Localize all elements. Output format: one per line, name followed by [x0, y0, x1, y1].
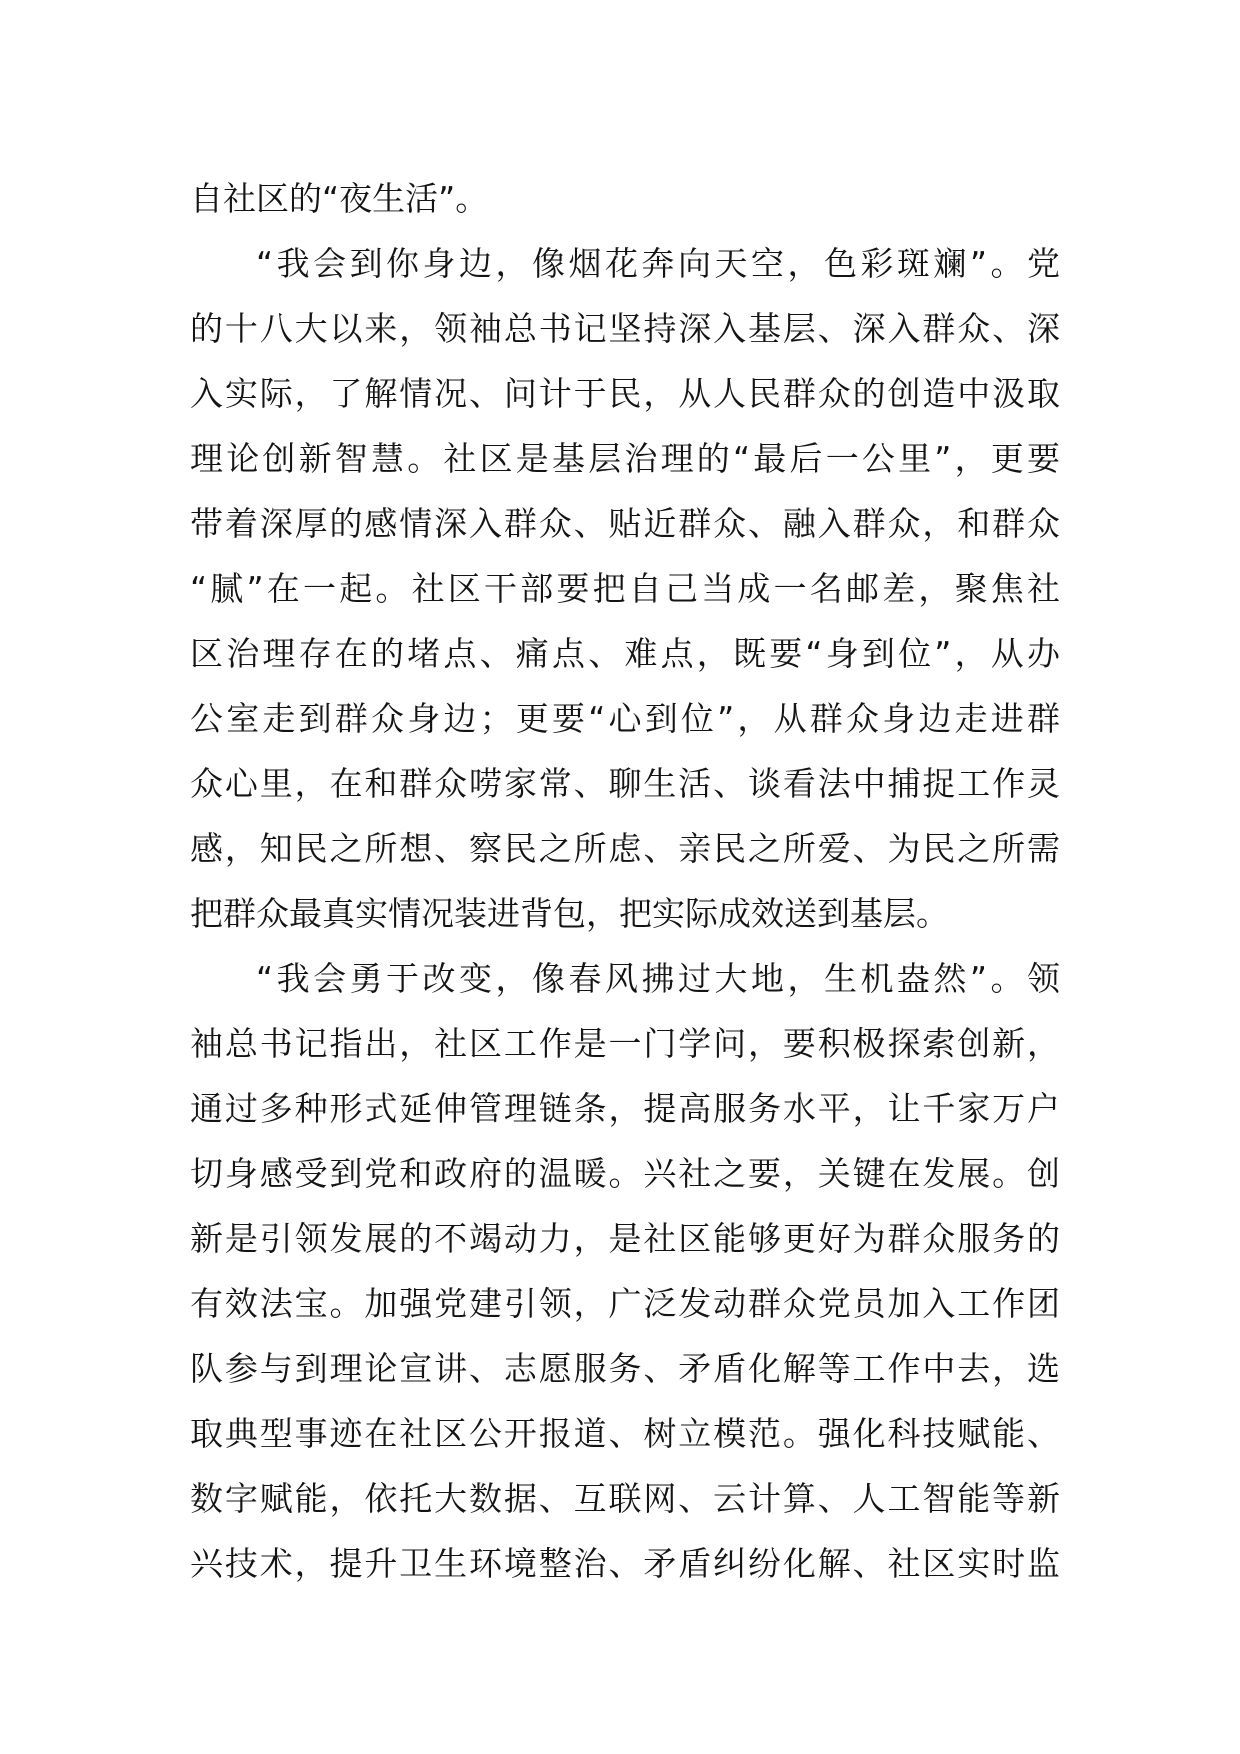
- text-line: 感，知民之所想、察民之所虑、亲民之所爱、为民之所需: [190, 829, 1060, 868]
- text-line: “腻”在一起。社区干部要把自己当成一名邮差，聚焦社: [190, 569, 1060, 608]
- text-line: 入实际，了解情况、问计于民，从人民群众的创造中汲取: [190, 374, 1060, 413]
- text-line: 自社区的“夜生活”。: [190, 179, 489, 218]
- text-line: “我会勇于改变，像春风拂过大地，生机盎然”。领: [256, 959, 1060, 998]
- text-line: 众心里，在和群众唠家常、聊生活、谈看法中捕捉工作灵: [190, 764, 1060, 803]
- text-line: 区治理存在的堵点、痛点、难点，既要“身到位”，从办: [190, 634, 1060, 673]
- text-line: 把群众最真实情况装进背包，把实际成效送到基层。: [190, 894, 949, 933]
- body-text: [190, 166, 1060, 1596]
- text-line: 取典型事迹在社区公开报道、树立模范。强化科技赋能、: [190, 1414, 1060, 1453]
- text-line: “我会到你身边，像烟花奔向天空，色彩斑斓”。党: [256, 244, 1060, 283]
- text-line: 新是引领发展的不竭动力，是社区能够更好为群众服务的: [190, 1219, 1060, 1258]
- text-line: 数字赋能，依托大数据、互联网、云计算、人工智能等新: [190, 1479, 1060, 1518]
- text-line: 通过多种形式延伸管理链条，提高服务水平，让千家万户: [190, 1089, 1060, 1128]
- text-line: 队参与到理论宣讲、志愿服务、矛盾化解等工作中去，选: [190, 1349, 1060, 1388]
- text-line: 切身感受到党和政府的温暖。兴社之要，关键在发展。创: [190, 1154, 1060, 1193]
- text-line: 的十八大以来，领袖总书记坚持深入基层、深入群众、深: [190, 309, 1060, 348]
- text-line: 兴技术，提升卫生环境整治、矛盾纠纷化解、社区实时监: [190, 1544, 1060, 1583]
- text-line: 带着深厚的感情深入群众、贴近群众、融入群众，和群众: [190, 504, 1060, 543]
- text-line: 有效法宝。加强党建引领，广泛发动群众党员加入工作团: [190, 1284, 1060, 1323]
- text-line: 公室走到群众身边；更要“心到位”，从群众身边走进群: [190, 699, 1060, 738]
- text-line: 袖总书记指出，社区工作是一门学问，要积极探索创新，: [190, 1024, 1060, 1063]
- text-line: 理论创新智慧。社区是基层治理的“最后一公里”，更要: [190, 439, 1060, 478]
